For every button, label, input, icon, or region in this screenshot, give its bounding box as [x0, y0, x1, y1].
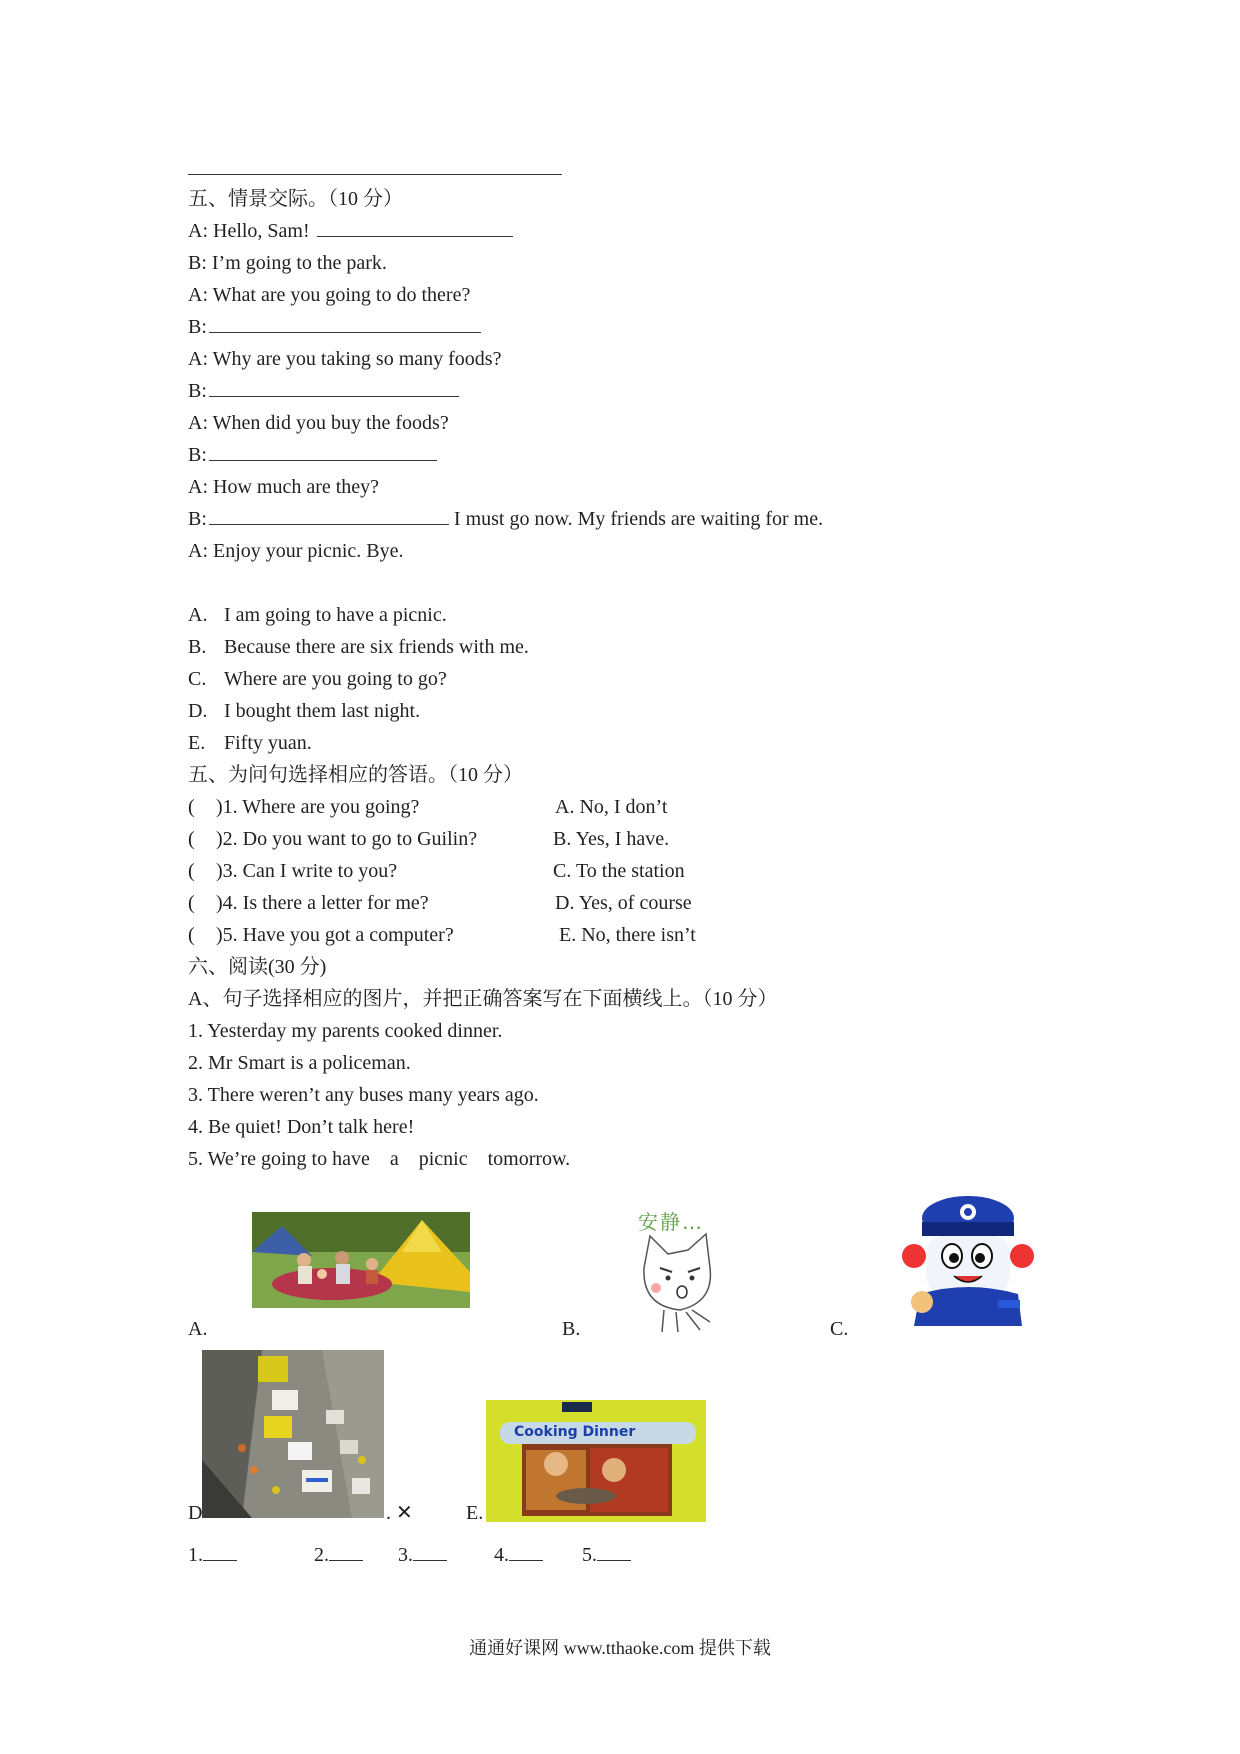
picture-c-policeman [886, 1190, 1046, 1328]
answer-blank[interactable] [209, 314, 481, 333]
sentence-5: 5. We’re going to have a picnic tomorrow. [188, 1148, 571, 1170]
section-6a-instruction: A、句子选择相应的图片，并把正确答案写在下面横线上。（10 分） [188, 988, 778, 1010]
option-c: C. Where are you going to go? [188, 668, 447, 690]
dialog-line-9: A: How much are they? [188, 476, 380, 498]
answer-choice-b: B. Yes, I have. [553, 828, 670, 850]
picture-d-street [202, 1350, 384, 1518]
dialog-line-6: B: [188, 378, 459, 404]
option-a: A. I am going to have a picnic. [188, 604, 447, 626]
section-5b-title: 五、为问句选择相应的答语。（10 分） [188, 764, 523, 786]
question-2: ( )2. Do you want to go to Guilin? [188, 828, 478, 850]
question-1: ( )1. Where are you going? [188, 796, 420, 818]
question-4: ( )4. Is there a letter for me? [188, 892, 429, 914]
picture-a-picnic [252, 1212, 470, 1308]
answer-blank[interactable] [597, 1544, 631, 1561]
question-3: ( )3. Can I write to you? [188, 860, 398, 882]
picture-e-label: E. [466, 1502, 484, 1524]
answer-blank[interactable] [203, 1544, 237, 1561]
question-5: ( )5. Have you got a computer? [188, 924, 454, 946]
sentence-2: 2. Mr Smart is a policeman. [188, 1052, 411, 1074]
answer-choice-c: C. To the station [553, 860, 685, 882]
section-6-title: 六、阅读(30 分) [188, 956, 327, 978]
dialog-line-10: B: I must go now. My friends are waiting for me. [188, 508, 824, 530]
picture-b-text: 安静… [638, 1210, 704, 1234]
answer-choice-e: E. No, there isn’t [559, 924, 696, 946]
sentence-4: 4. Be quiet! Don’t talk here! [188, 1116, 415, 1138]
dialog-line-3: A: What are you going to do there? [188, 284, 471, 306]
answer-choice-a: A. No, I don’t [555, 796, 668, 818]
option-e: E. Fifty yuan. [188, 732, 312, 754]
picture-b-label: B. [562, 1318, 581, 1340]
picture-e-title: Cooking Dinner [514, 1424, 636, 1440]
answer-blank[interactable] [413, 1544, 447, 1561]
picture-d-label: D [188, 1502, 203, 1524]
dialog-line-11: A: Enjoy your picnic. Bye. [188, 540, 404, 562]
dialog-line-4: B: [188, 314, 481, 340]
dialog-line-8: B: [188, 442, 437, 468]
option-d: D. I bought them last night. [188, 700, 421, 722]
answer-5: 5. [582, 1542, 631, 1568]
answer-blank[interactable] [209, 378, 459, 397]
picture-e-cooking-book [486, 1400, 706, 1522]
dialog-line-1: A: Hello, Sam! [188, 218, 513, 244]
answer-blank[interactable] [317, 218, 513, 237]
dialog-line-5: A: Why are you taking so many foods? [188, 348, 502, 370]
answer-blank[interactable] [209, 506, 449, 525]
sentence-3: 3. There weren’t any buses many years ago. [188, 1084, 539, 1106]
dialog-line-2: B: I’m going to the park. [188, 252, 387, 274]
answer-3: 3. [398, 1542, 447, 1568]
option-b: B. Because there are six friends with me. [188, 636, 529, 658]
sentence-1: 1. Yesterday my parents cooked dinner. [188, 1020, 503, 1042]
picture-b-quiet-cat [630, 1206, 740, 1334]
answer-blank[interactable] [509, 1544, 543, 1561]
top-rule [188, 174, 562, 175]
answer-1: 1. [188, 1542, 237, 1568]
picture-a-label: A. [188, 1318, 208, 1340]
section-5a-title: 五、情景交际。（10 分） [188, 188, 403, 210]
answer-row [188, 1542, 691, 1568]
answer-2: 2. [314, 1542, 363, 1568]
picture-d-mark: . ✕ [386, 1502, 413, 1524]
answer-4: 4. [494, 1542, 543, 1568]
answer-blank[interactable] [329, 1544, 363, 1561]
picture-c-label: C. [830, 1318, 849, 1340]
answer-blank[interactable] [209, 442, 437, 461]
footer-source: 通通好课网 www.tthaoke.com 提供下载 [469, 1638, 771, 1658]
dialog-line-7: A: When did you buy the foods? [188, 412, 449, 434]
answer-choice-d: D. Yes, of course [555, 892, 692, 914]
